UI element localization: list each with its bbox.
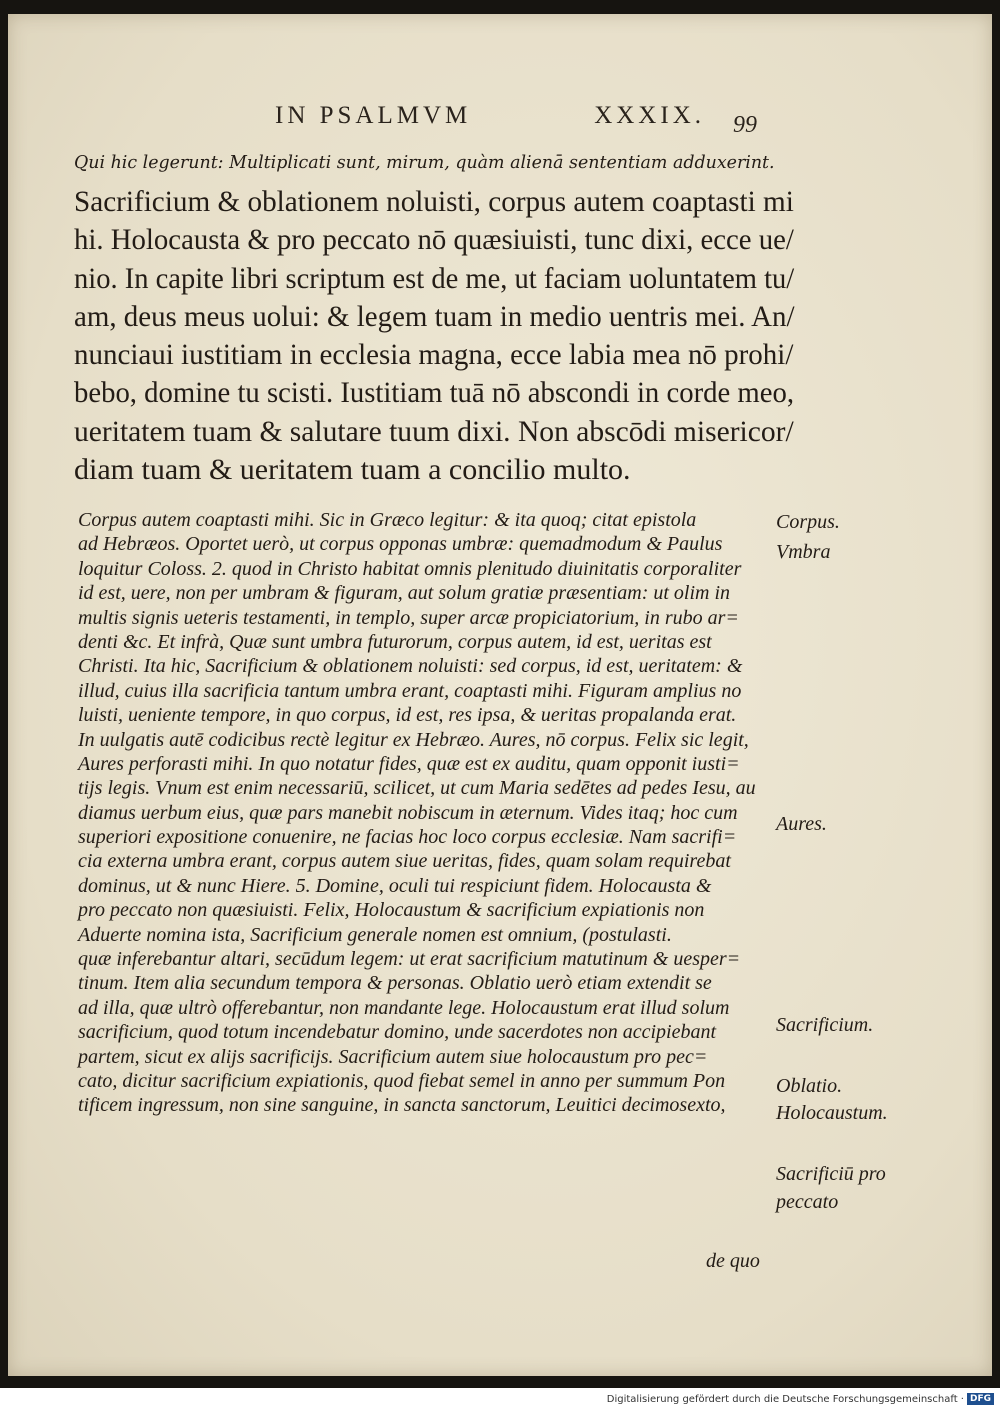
- running-title-left: IN PSALMVM: [275, 102, 472, 129]
- commentary-line: In uulgatis autē codicibus rectè legitur ex Hebræo. Aures, nō corpus. Felix sic legit,: [78, 728, 749, 751]
- psalm-line: nio. In capite libri scriptum est de me, ut faciam uoluntatem tu/: [74, 261, 795, 295]
- commentary-line: pro peccato non quæsiuisti. Felix, Holocaustum & sacrificium expiationis non: [78, 899, 705, 922]
- commentary-line: dominus, ut & nunc Hiere. 5. Domine, oculi tui respiciunt fidem. Holocausta &: [78, 874, 712, 897]
- margin-note-oblatio: Oblatio.: [776, 1075, 843, 1097]
- commentary-line: cia externa umbra erant, corpus autem siue ueritas, fides, quam solam requirebat: [78, 850, 731, 873]
- commentary-text: [78, 508, 778, 1118]
- psalm-line: am, deus meus uolui: & legem tuam in medio uentris mei. An/: [74, 299, 795, 333]
- footer-text: Digitalisierung gefördert durch die Deutsche Forschungsgemeinschaft ·: [606, 1393, 964, 1405]
- commentary-line: luisti, ueniente tempore, in quo corpus, id est, res ipsa, & ueritas propalanda erat.: [78, 704, 737, 727]
- dfg-footer: [607, 1393, 994, 1405]
- margin-note-umbra: Vmbra: [776, 541, 831, 563]
- psalm-line: diam tuam & ueritatem tuam a concilio multo.: [74, 453, 631, 487]
- commentary-line: multis signis ueteris testamenti, in templo, super arcæ propiciatorium, in rubo ar=: [78, 606, 739, 629]
- margin-note-holocaustum: Holocaustum.: [776, 1102, 888, 1124]
- running-header: [275, 102, 705, 130]
- commentary-line: superiori expositione conuenire, ne facias hoc loco corpus ecclesiæ. Nam sacrifi=: [78, 826, 737, 849]
- catchword: de quo: [706, 1250, 760, 1272]
- commentary-line: tificem ingressum, non sine sanguine, in sancta sanctorum, Leuitici decimosexto,: [78, 1094, 726, 1117]
- commentary-line: Aduerte nomina ista, Sacrificium generale nomen est omnium, (postulasti.: [78, 923, 672, 946]
- commentary-line: ad illa, quæ ultrò offerebantur, non mandante lege. Holocaustum erat illud solum: [78, 996, 730, 1019]
- intro-line: Qui hic legerunt: Multiplicati sunt, mirum, quàm alienā sententiam adduxerint.: [74, 152, 775, 173]
- commentary-line: partem, sicut ex alijs sacrificijs. Sacrificium autem siue holocaustum pro pec=: [78, 1045, 708, 1068]
- margin-note-corpus: Corpus.: [776, 511, 840, 533]
- commentary-line: sacrificium, quod totum incendebatur domino, unde sacerdotes non accipiebant: [78, 1021, 717, 1044]
- margin-note-sacrificium-pro-peccato: Sacrificiū pro: [776, 1163, 886, 1185]
- psalm-line: bebo, domine tu scisti. Iustitiam tuā nō abscondi in corde meo,: [74, 376, 795, 410]
- commentary-line: Corpus autem coaptasti mihi. Sic in Græco legitur: & ita quoq; citat epistola: [78, 509, 697, 531]
- margin-note-peccato: peccato: [776, 1191, 839, 1213]
- commentary-line: illud, cuius illa sacrificia tantum umbra erant, coaptasti mihi. Figuram amplius no: [78, 679, 742, 702]
- commentary-line: quæ inferebantur altari, secūdum legem: ut erat sacrificium matutinum & uesper=: [78, 948, 741, 971]
- running-title-right: XXXIX.: [594, 102, 705, 129]
- psalm-line: hi. Holocausta & pro peccato nō quæsiuisti, tunc dixi, ecce ue/: [74, 223, 794, 257]
- commentary-line: Aures perforasti mihi. In quo notatur fides, quæ est ex auditu, quam opponit iusti=: [78, 752, 740, 775]
- commentary-line: tijs legis. Vnum est enim necessariū, scilicet, ut cum Maria sedētes ad pedes Iesu, au: [78, 777, 756, 800]
- commentary-line: cato, dicitur sacrificium expiationis, quod fiebat semel in anno per summum Pon: [78, 1069, 726, 1092]
- margin-note-sacrificium: Sacrificium.: [776, 1014, 874, 1036]
- commentary-line: denti &c. Et infrà, Quæ sunt umbra futurorum, corpus autem, id est, ueritas est: [78, 630, 712, 653]
- dfg-logo: DFG: [967, 1393, 994, 1405]
- psalm-line: nunciaui iustitiam in ecclesia magna, ecce labia mea nō prohi/: [74, 338, 794, 372]
- psalm-text: [74, 183, 794, 489]
- commentary-line: loquitur Coloss. 2. quod in Christo habitat omnis plenitudo diuinitatis corporaliter: [78, 557, 742, 580]
- commentary-line: Christi. Ita hic, Sacrificium & oblationem noluisti: sed corpus, id est, ueritatem: &: [78, 655, 743, 678]
- folio-number: 99: [733, 112, 757, 138]
- margin-note-aures: Aures.: [776, 813, 827, 835]
- psalm-line: Sacrificium & oblationem noluisti, corpus autem coaptasti mi: [74, 185, 794, 218]
- psalm-line: ueritatem tuam & salutare tuum dixi. Non abscōdi misericor/: [74, 414, 794, 448]
- commentary-line: tinum. Item alia secundum tempora & personas. Oblatio uerò etiam extendit se: [78, 972, 712, 995]
- commentary-line: ad Hebræos. Oportet uerò, ut corpus opponas umbræ: quemadmodum & Paulus: [78, 533, 723, 556]
- commentary-line: diamus uerbum eius, quæ pars manebit nobiscum in æternum. Vides itaq; hoc cum: [78, 801, 738, 824]
- commentary-line: id est, uere, non per umbram & figuram, aut solum gratiæ præsentiam: ut olim in: [78, 582, 731, 605]
